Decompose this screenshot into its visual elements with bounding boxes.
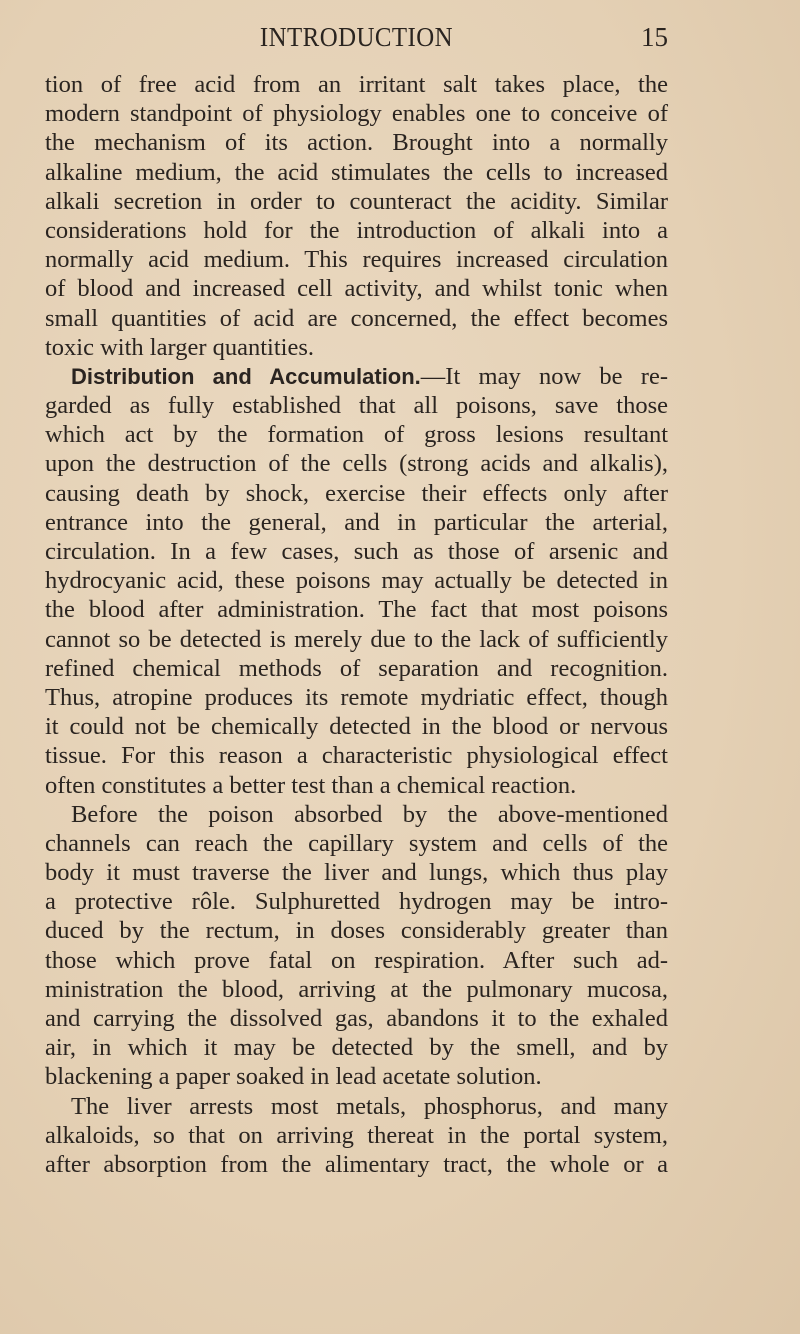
text-line-with-heading [45, 362, 668, 391]
paragraph-3 [45, 800, 668, 1092]
text-line: circulation. In a few cases, such as those of arsenic and [45, 538, 668, 565]
text-line: channels can reach the capillary system and cells of the [45, 829, 668, 857]
text-line: cannot so be detected is merely due to the lack of sufficiently [45, 625, 668, 653]
text-line: upon the destruction of the cells (strong acids and alkalis), [45, 450, 668, 478]
text-line: often constitutes a better test than a chemical reaction. [45, 771, 577, 799]
text-line: blackening a paper soaked in lead acetate solution. [45, 1063, 542, 1091]
page-header [45, 22, 668, 62]
text-line: ministration the blood, arriving at the pulmonary mucosa, [45, 975, 668, 1003]
text-line: duced by the rectum, in doses considerably greater than [45, 917, 668, 945]
text-line: tissue. For this reason a characteristic physiological effect [45, 742, 668, 770]
text-line: alkali secretion in order to counteract the acidity. Similar [45, 187, 668, 215]
paragraph-2 [45, 362, 668, 800]
text-line: refined chemical methods of separation and recognition. [45, 654, 668, 682]
text-line: those which prove fatal on respiration. After such ad- [45, 946, 668, 974]
text-line: entrance into the general, and in particular the arterial, [45, 508, 668, 536]
text-run: —It may now be re- [420, 362, 668, 390]
text-line: body it must traverse the liver and lungs, which thus play [45, 859, 668, 887]
text-line: modern standpoint of physiology enables one to conceive of [45, 100, 668, 128]
paragraph-1 [45, 70, 668, 362]
text-line: it could not be chemically detected in the blood or nervous [45, 713, 668, 741]
text-line: of blood and increased cell activity, and whilst tonic when [45, 275, 668, 303]
text-line: alkaloids, so that on arriving thereat in the portal system, [45, 1121, 668, 1149]
text-line: the mechanism of its action. Brought into a normally [45, 129, 668, 157]
body-text [45, 70, 668, 1179]
text-line: alkaline medium, the acid stimulates the cells to increased [45, 158, 668, 186]
text-line: hydrocyanic acid, these poisons may actually be detected in [45, 567, 668, 595]
text-line: and carrying the dissolved gas, abandons it to the exhaled [45, 1005, 668, 1032]
text-line: normally acid medium. This requires increased circulation [45, 246, 668, 274]
text-line: small quantities of acid are concerned, the effect becomes [45, 304, 668, 332]
text-line: toxic with larger quantities. [45, 333, 314, 361]
text-line: the blood after administration. The fact that most poisons [45, 596, 668, 624]
section-run-in-heading: Distribution and Accumulation. [71, 363, 421, 389]
text-line: Before the poison absorbed by the above-mentioned [71, 800, 668, 828]
page-number: 15 [641, 22, 668, 52]
text-line: The liver arrests most metals, phosphorus, and many [71, 1092, 668, 1120]
text-line: which act by the formation of gross lesions resultant [45, 421, 668, 449]
running-head: INTRODUCTION [259, 22, 454, 52]
paragraph-4 [45, 1092, 668, 1180]
text-line: considerations hold for the introduction of alkali into a [45, 216, 668, 244]
text-line: tion of free acid from an irritant salt takes place, the [45, 71, 668, 98]
text-line: air, in which it may be detected by the smell, and by [45, 1034, 668, 1062]
text-line: Thus, atropine produces its remote mydriatic effect, though [45, 683, 668, 711]
text-line: a protective rôle. Sulphuretted hydrogen may be intro- [45, 888, 668, 916]
text-line: causing death by shock, exercise their effects only after [45, 479, 668, 507]
text-line: after absorption from the alimentary tract, the whole or a [45, 1150, 668, 1178]
text-line: garded as fully established that all poisons, save those [45, 392, 668, 420]
